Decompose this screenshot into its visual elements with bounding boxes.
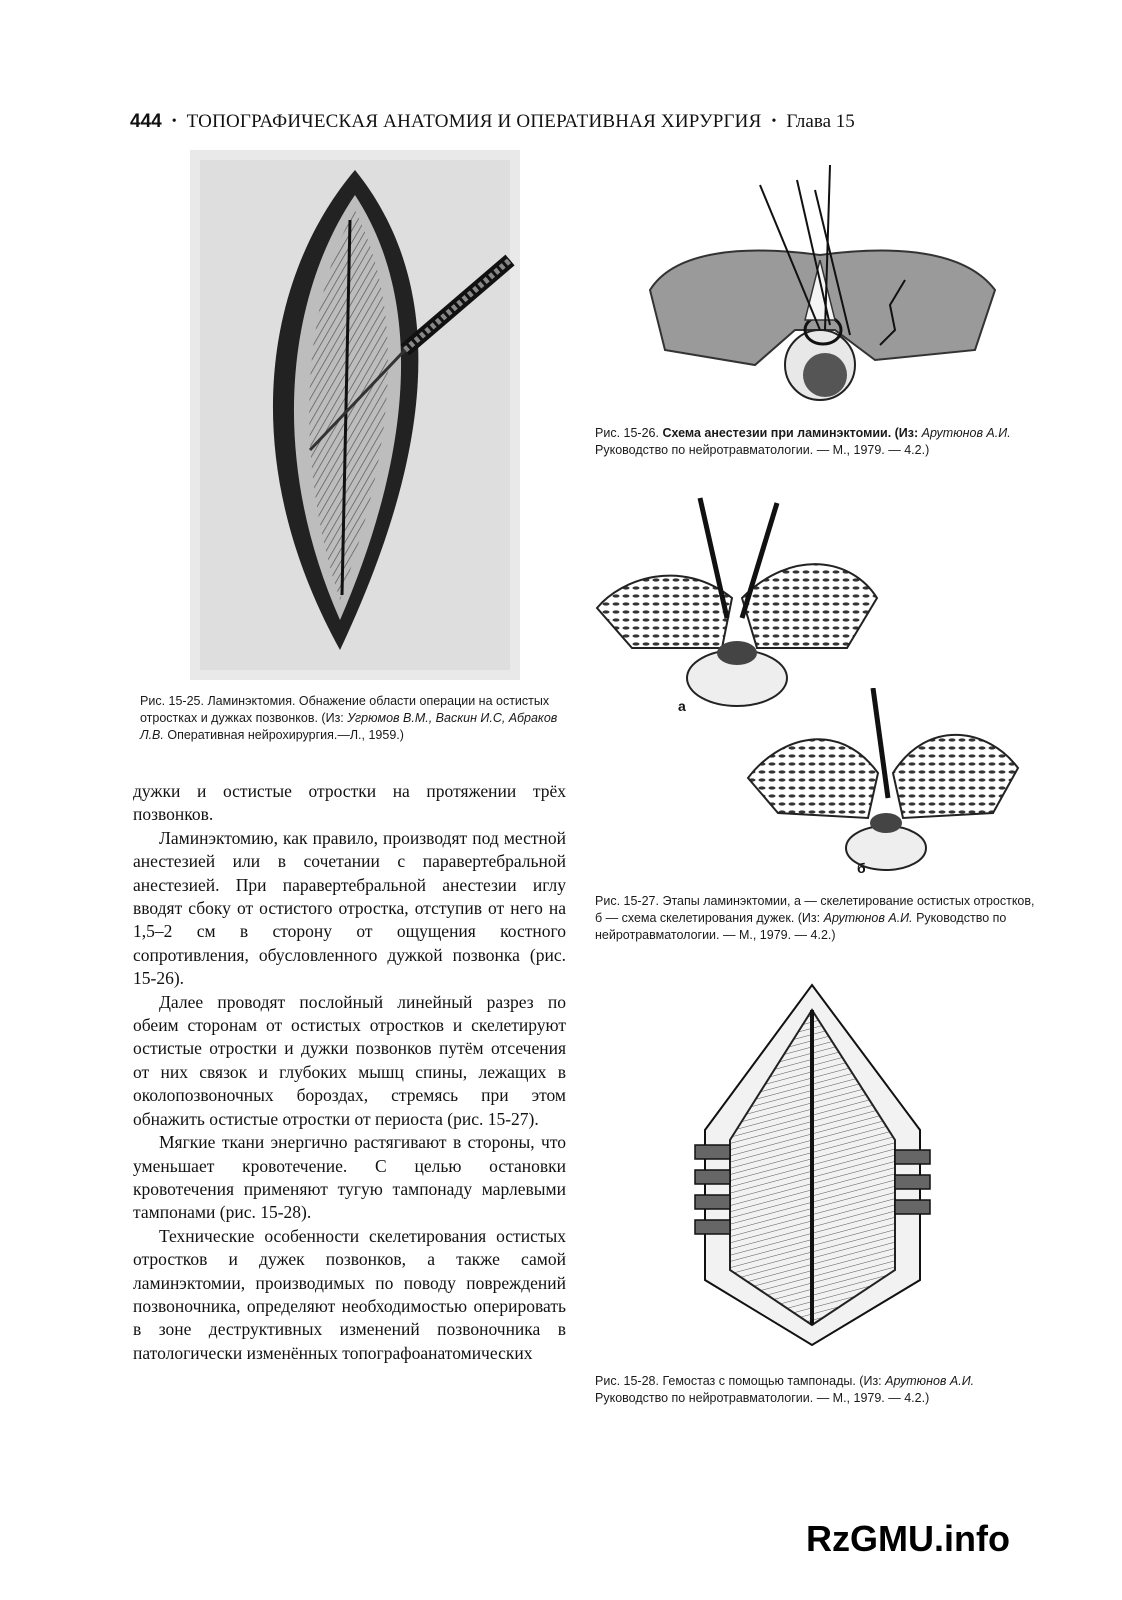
paragraph-1: дужки и остистые отростки на протяжении трёх позвонков. xyxy=(133,781,566,825)
figure-label: Рис. 15-25. xyxy=(140,694,204,708)
header-separator-2: • xyxy=(771,114,777,129)
caption-figure-15-27: Рис. 15-27. Этапы ламинэктомии, а — скелетирование остистых отростков, б — схема скелетирования дужек. (Из: Арутюнов А.И. Руководство по нейротравматологии. — М., 1979. — 4.2.) xyxy=(595,894,1035,942)
caption-figure-15-25: Рис. 15-25. Ламинэктомия. Обнажение области операции на остистых отростках и дужках позвонков. (Из: Угрюмов В.М., Васкин И.С, Абраков Л.В. Оперативная нейрохирургия.—Л., 1959.) xyxy=(140,694,558,742)
figure-15-26-image xyxy=(645,160,1000,410)
caption-figure-15-26: Рис. 15-26. Схема анестезии при ламинэктомии. (Из: Арутюнов А.И. Руководство по нейротравматологии. — М., 1979. — 4.2.) xyxy=(595,426,1011,457)
paragraph-4: Мягкие ткани энергично растягивают в стороны, что уменьшает кровотечение. С целью остановки кровотечения применяют тугую тампонаду марлевыми тампонами (рис. 15-28). xyxy=(133,1132,566,1223)
book-title: ТОПОГРАФИЧЕСКАЯ АНАТОМИЯ И ОПЕРАТИВНАЯ ХИРУРГИЯ xyxy=(186,111,762,132)
paragraph-5: Технические особенности скелетирования остистых отростков и дужек позвонков, а также самой ламинэктомии, производимых по поводу повреждений позвоночника, определяют необходимостью оперировать в зоне деструктивных изменений позвоночника в патологически изменённых топографоанатомических xyxy=(133,1225,566,1363)
figure-15-27a-image xyxy=(592,488,882,713)
header-separator: • xyxy=(171,114,177,129)
watermark: RzGMU.info xyxy=(806,1518,1010,1559)
figure-15-27-sublabel-b: б xyxy=(857,860,866,876)
figure-15-27b-image xyxy=(738,688,1028,873)
figure-15-25-image xyxy=(190,150,520,680)
paragraph-2: Ламинэктомию, как правило, производят под местной анестезией или в сочетании с паравертебральной анестезией. При паравертебральной анестезии иглу вводят сбоку от остистого отростка, отступив от него на 1,5–2 см в сторону от ощущения костного сопротивления, обусловленного дужкой позвонка (рис. 15-26). xyxy=(133,827,566,989)
chapter-label: Глава 15 xyxy=(786,111,855,132)
caption-figure-15-28: Рис. 15-28. Гемостаз с помощью тампонады. (Из: Арутюнов А.И. Руководство по нейротравматологии. — М., 1979. — 4.2.) xyxy=(595,1374,975,1405)
page-number: 444 xyxy=(130,111,162,132)
body-text xyxy=(133,780,566,1365)
figure-15-28-image xyxy=(690,980,935,1350)
running-header xyxy=(130,102,980,142)
paragraph-3: Далее проводят послойный линейный разрез по обеим сторонам от остистых отростков и скелетируют остистые отростки и дужки позвонков путём отсечения от них связок и глубоких мышц спины, лежащих в околопозвоночных бороздах, стремясь при этом обнажить остистые отростки от периоста (рис. 15-27). xyxy=(133,991,566,1129)
figure-15-27-sublabel-a: а xyxy=(678,698,686,714)
